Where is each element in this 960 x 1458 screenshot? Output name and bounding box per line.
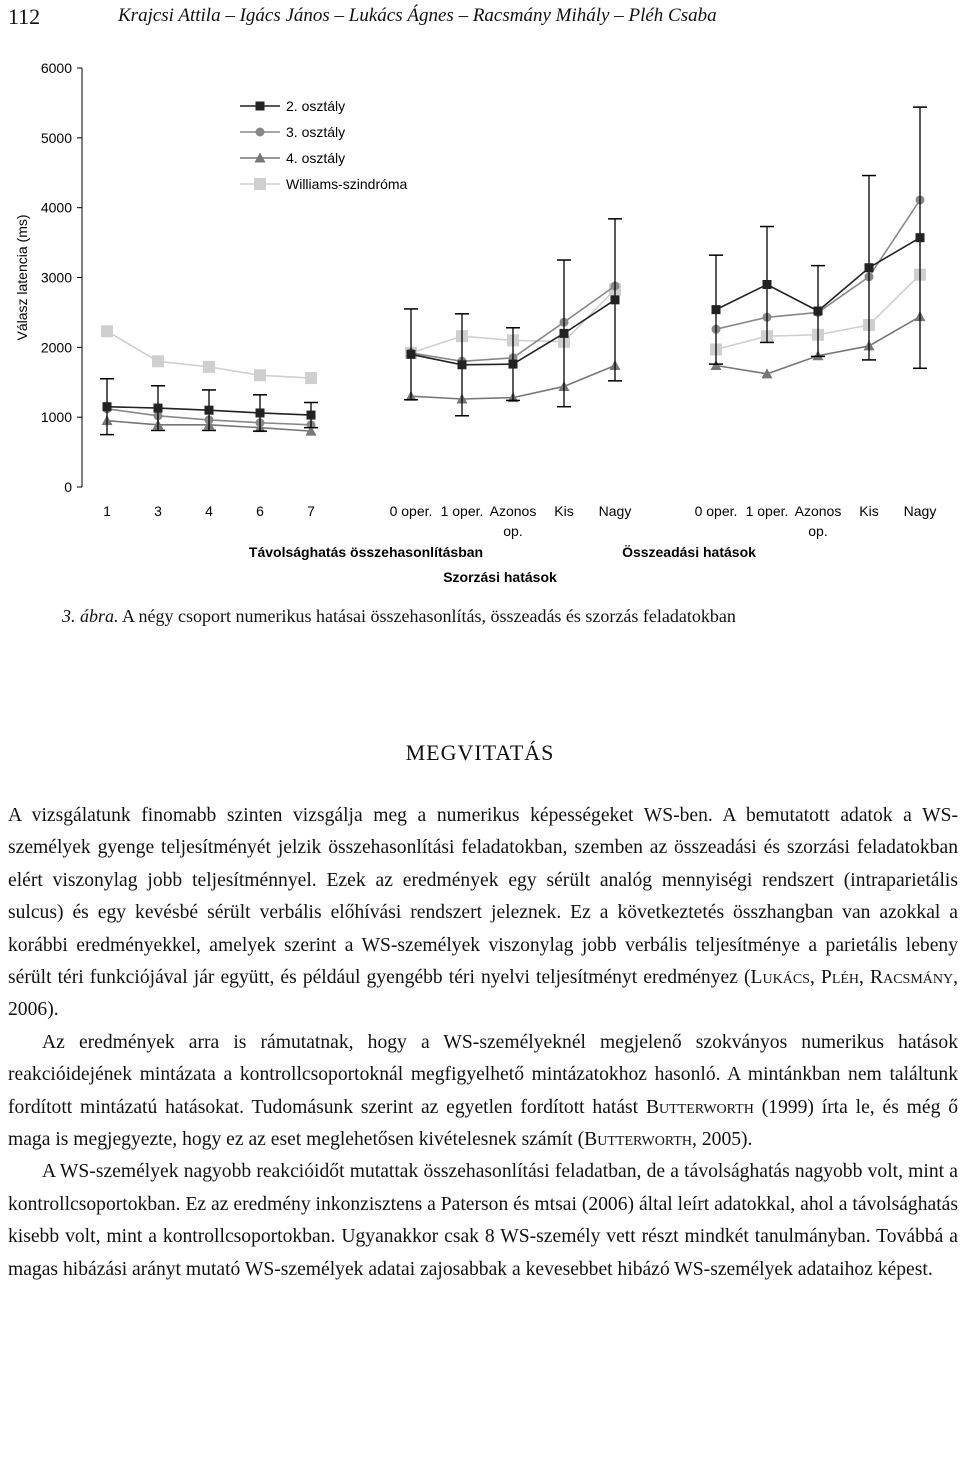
- x-tick-label: Nagy: [903, 503, 937, 519]
- citation-separator: ,: [809, 967, 821, 989]
- y-tick-label: 1000: [40, 409, 72, 426]
- group-label-addition: Összeadási hatások: [622, 544, 756, 560]
- paragraph-2: [8, 1027, 958, 1157]
- x-tick-label: 1: [103, 503, 111, 519]
- data-point-square: [509, 360, 518, 369]
- data-point-square: [814, 307, 823, 316]
- data-point-square: [458, 360, 467, 369]
- paragraph-3-text: A WS-személyek nagyobb reakcióidőt mutattak összehasonlítási feladatban, de a távolsághatás nagyobb volt, mint a kontrollcsoportokban. Ez az eredmény inkonzisztens a Paterson és mtsai (2006) által leírt adatokkal, ahol a távolsághatás kisebb volt, mint a kontrollcsoportokban. Ugyanakkor csak 8 WS-személy vett részt mindkét tanulmányban. Továbbá a magas hibázási arányt mutató WS-személyek adatai zajosabbak a kevesebbet hibázó WS-személyek adataihoz képest.: [8, 1161, 958, 1280]
- data-point-square: [256, 408, 265, 417]
- page-header: [0, 0, 960, 36]
- data-point-square-light: [305, 372, 317, 384]
- data-point-square: [154, 404, 163, 413]
- paragraph-2-text: Az eredmények arra is rámutatnak, hogy a WS-személyeknél megjelenő szokványos numerikus hatások reakcióidejének mintázata a kontrollcsoportoknál megfigyelhető mintázatokhoz hasonló. A mintánkban nem találtunk fordított mintázatú hatásokat. Tudomásunk szerint az egyetlen fordított hatást: [8, 1031, 958, 1118]
- data-point-square-light: [254, 369, 266, 381]
- paragraph-1: [8, 800, 958, 1027]
- y-tick-label: 2000: [40, 339, 72, 356]
- citation-racsmany: Racsmány: [870, 967, 954, 989]
- data-point-square-light: [101, 325, 113, 337]
- legend-label: 3. osztály: [286, 124, 346, 140]
- citation-separator: ,: [859, 967, 871, 989]
- section-title: MEGVITATÁS: [405, 740, 555, 765]
- figure-caption: [62, 606, 736, 627]
- citation-pleh: Pléh: [820, 967, 860, 989]
- data-point-square-light: [152, 355, 164, 367]
- body-text: [8, 800, 958, 1286]
- data-point-square: [712, 305, 721, 314]
- x-tick-label: 1 oper.: [440, 503, 484, 519]
- x-tick-label: 4: [205, 503, 213, 519]
- citation-butterworth: Butterworth: [584, 1129, 693, 1151]
- data-point-square: [763, 280, 772, 289]
- citation-year: , 2005).: [692, 1129, 753, 1151]
- series-1: [100, 107, 927, 435]
- x-tick-label: Kis: [554, 503, 574, 519]
- legend-label: 2. osztály: [286, 98, 346, 114]
- paragraph-2-middle: (1999) írta le, és még ő maga is megjegyezte, hogy ez az eset meglehetősen kivételesnek számít (: [8, 1096, 958, 1151]
- paragraph-3: [8, 1156, 958, 1286]
- data-point-square: [916, 233, 925, 242]
- data-point-square: [407, 350, 416, 359]
- citation-butterworth: Butterworth: [645, 1096, 754, 1118]
- x-tick-label: op.: [808, 523, 828, 539]
- y-tick-label: 6000: [40, 60, 72, 76]
- x-tick-label: Nagy: [598, 503, 632, 519]
- group-label-distance: Távolsághatás összehasonlításban: [248, 544, 484, 560]
- paragraph-1-text: A vizsgálatunk finomabb szinten vizsgálja meg a numerikus képességeket WS-ben. A bemutatott adatok a WS-személyek gyenge teljesítményét jelzik összehasonlítási feladatokban, szemben az összeadási és szorzási feladatokban elért viszonylag jobb teljesítménnyel. Ezek az eredmények egy sérült analóg mennyiségi rendszert (intraparietális sulcus) és egy kevésbé sérült verbális előhívási rendszert jeleznek. Ez a következtetés összhangban van azokkal a korábbi eredményekkel, amelyek szerint a WS-személyek viszonylag jobb verbális teljesítménye a parietális lebeny sérült téri funkciójával jár együtt, és például gyengébb téri nyelvi teljesítményt eredményez (: [8, 805, 958, 989]
- group-label-multiplication: Szorzási hatások: [443, 569, 557, 585]
- y-axis-title: Válasz latencia (ms): [14, 214, 30, 341]
- data-point-square: [256, 102, 265, 111]
- x-tick-label: 6: [256, 503, 264, 519]
- y-tick-label: 4000: [40, 199, 72, 216]
- data-point-square: [205, 406, 214, 415]
- page-number: 112: [8, 4, 41, 29]
- x-tick-label: 1 oper.: [745, 503, 789, 519]
- data-point-square-light: [203, 361, 215, 373]
- x-tick-label: Azonos: [489, 503, 537, 519]
- data-point-square-light: [254, 178, 266, 190]
- figure-caption-text: A négy csoport numerikus hatásai összehasonlítás, összeadás és szorzás feladatokban: [122, 606, 736, 626]
- x-tick-label: 0 oper.: [389, 503, 433, 519]
- x-tick-label: Kis: [859, 503, 879, 519]
- data-point-square: [103, 402, 112, 411]
- y-tick-label: 3000: [40, 269, 72, 286]
- data-point-circle: [256, 128, 265, 137]
- y-tick-label: 5000: [40, 129, 72, 146]
- data-point-square: [307, 411, 316, 420]
- data-point-square: [865, 263, 874, 272]
- x-tick-label: Azonos: [794, 503, 842, 519]
- x-tick-label: 7: [307, 503, 315, 519]
- x-tick-label: 0 oper.: [694, 503, 738, 519]
- data-point-square: [560, 329, 569, 338]
- legend-label: Williams-szindróma: [286, 176, 408, 192]
- x-tick-label: op.: [503, 523, 523, 539]
- x-tick-label: 3: [154, 503, 162, 519]
- citation-year: , 2006).: [8, 967, 959, 1021]
- line-chart: [0, 50, 960, 590]
- y-tick-label: 0: [64, 479, 72, 495]
- citation-lukacs: Lukács: [750, 967, 810, 989]
- figure-label: 3. ábra.: [62, 606, 119, 626]
- legend-label: 4. osztály: [286, 150, 346, 166]
- data-point-square: [611, 295, 620, 304]
- running-head: Krajcsi Attila – Igács János – Lukács Ágnes – Racsmány Mihály – Pléh Csaba: [118, 5, 717, 26]
